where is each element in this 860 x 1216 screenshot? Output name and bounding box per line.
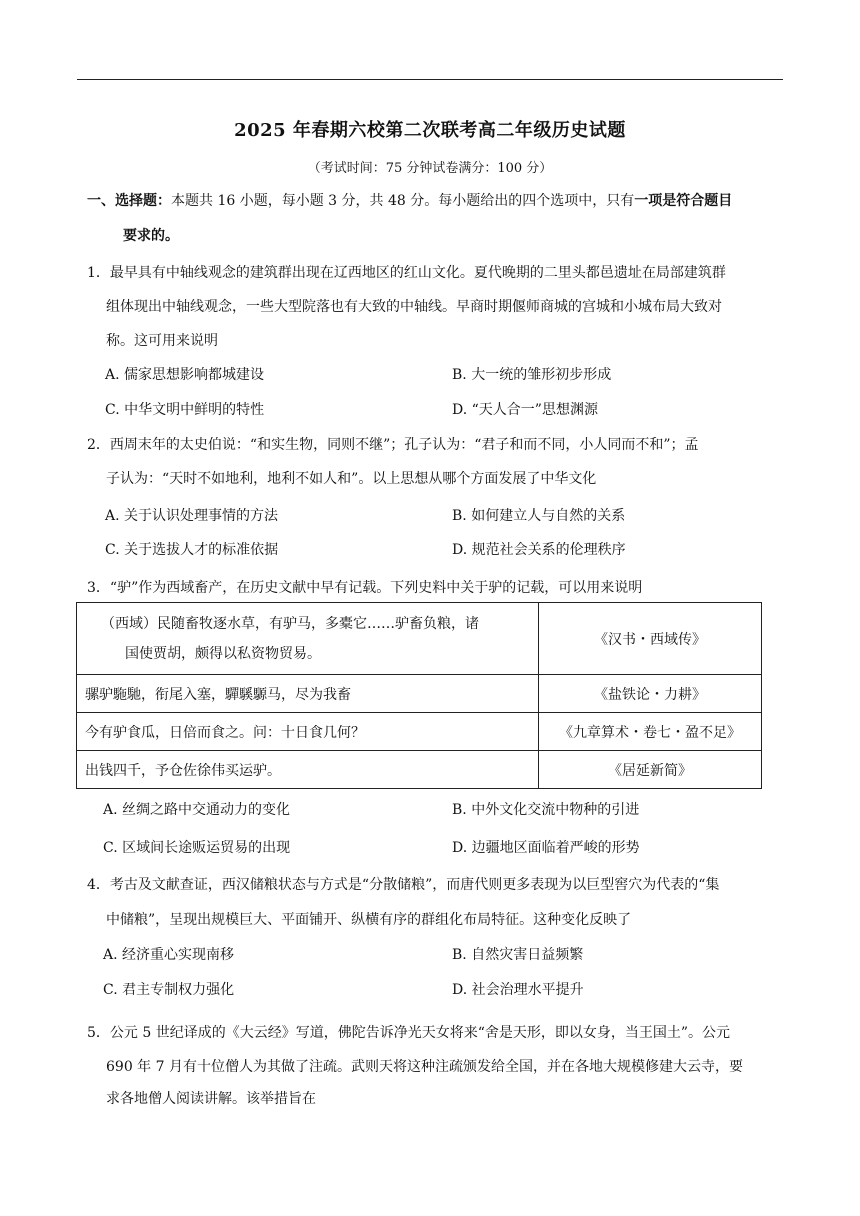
- section-emphasis: 一项是符合题目: [634, 193, 733, 209]
- q1-option-b[interactable]: B. 大一统的雏形初步形成: [452, 367, 612, 383]
- q2-option-a[interactable]: A. 关于认识处理事情的方法: [105, 508, 279, 524]
- table-row: [77, 675, 762, 713]
- table-row: [77, 603, 762, 675]
- table-cell-text: （西域）民随畜牧逐水草，有驴马，多橐它……驴畜负粮，诸 国使贾胡，颇得以私资物贸易。: [77, 603, 539, 675]
- page-title: 2025 年春期六校第二次联考高二年级历史试题: [234, 120, 626, 141]
- q4-option-c[interactable]: C. 君主专制权力强化: [103, 982, 235, 998]
- q4-option-d[interactable]: D. 社会治理水平提升: [452, 982, 584, 998]
- q2-line-2: 子认为：“天时不如地利，地利不如人和”。以上思想从哪个方面发展了中华文化: [106, 471, 597, 487]
- table-cell-text: 今有驴食瓜，日倍而食之。问：十日食几何？: [77, 713, 539, 751]
- table-cell-source: 《盐铁论・力耕》: [539, 675, 762, 713]
- q5-line-1: 5．公元 5 世纪译成的《大云经》写道，佛陀告诉净光天女将来“舍是天形，即以女身，当王国土”。公元: [87, 1025, 731, 1041]
- q3-option-b[interactable]: B. 中外文化交流中物种的引进: [452, 802, 640, 818]
- table-row: [77, 751, 762, 789]
- q2-option-b[interactable]: B. 如何建立人与自然的关系: [452, 508, 626, 524]
- section-heading-cont: 要求的。: [123, 228, 179, 244]
- q3-option-c[interactable]: C. 区域间长途贩运贸易的出现: [103, 840, 291, 856]
- page-subtitle: （考试时间：75 分钟试卷满分：100 分）: [307, 161, 553, 176]
- q4-option-a[interactable]: A. 经济重心实现南移: [103, 947, 235, 963]
- q1-option-a[interactable]: A. 儒家思想影响都城建设: [105, 367, 265, 383]
- table-cell-text: 骡驴駞馳，衔尾入塞，驒騱騵马，尽为我畜: [77, 675, 539, 713]
- q4-option-b[interactable]: B. 自然灾害日益频繁: [452, 947, 584, 963]
- section-label: 一、选择题：: [87, 193, 171, 209]
- section-heading: [87, 190, 732, 210]
- q1-line-3: 称。这可用来说明: [106, 333, 218, 349]
- table-cell-source: 《汉书・西域传》: [539, 603, 762, 675]
- section-text: 本题共 16 小题，每小题 3 分，共 48 分。每小题给出的四个选项中，只有: [171, 193, 635, 209]
- q4-line-2: 中储粮”，呈现出规模巨大、平面铺开、纵横有序的群组化布局特征。这种变化反映了: [106, 912, 632, 928]
- q4-line-1: 4．考古及文献查证，西汉储粮状态与方式是“分散储粮”，而唐代则更多表现为以巨型窖穴为代表的“集: [87, 877, 720, 893]
- q2-option-d[interactable]: D. 规范社会关系的伦理秩序: [452, 542, 626, 558]
- q2-line-1: 2．西周末年的太史伯说：“和实生物，同则不继”；孔子认为：“君子和而不同，小人同而不和”；孟: [87, 437, 699, 453]
- q1-line-2: 组体现出中轴线观念，一些大型院落也有大致的中轴线。早商时期偃师商城的宫城和小城布局大致对: [106, 299, 722, 315]
- q1-option-d[interactable]: D. “天人合一”思想渊源: [452, 402, 598, 418]
- q1-option-c[interactable]: C. 中华文明中鲜明的特性: [105, 402, 265, 418]
- q5-line-3: 求各地僧人阅读讲解。该举措旨在: [106, 1091, 316, 1107]
- table-cell-text: 出钱四千，予仓佐徐伟买运驴。: [77, 751, 539, 789]
- q3-line-1: 3．“驴”作为西域畜产，在历史文献中早有记载。下列史料中关于驴的记载，可以用来说明: [87, 580, 643, 596]
- table-row: [77, 713, 762, 751]
- q2-option-c[interactable]: C. 关于选拔人才的标准依据: [105, 542, 279, 558]
- header-rule: [77, 79, 783, 80]
- q1-line-1: 1．最早具有中轴线观念的建筑群出现在辽西地区的红山文化。夏代晚期的二里头都邑遗址在局部建筑群: [87, 265, 726, 281]
- table-cell-source: 《居延新简》: [539, 751, 762, 789]
- q3-option-d[interactable]: D. 边疆地区面临着严峻的形势: [452, 840, 640, 856]
- table-cell-source: 《九章算术・卷七・盈不足》: [539, 713, 762, 751]
- source-table: [76, 602, 762, 789]
- q5-line-2: 690 年 7 月有十位僧人为其做了注疏。武则天将这种注疏颁发给全国，并在各地大规模修建大云寺，要: [106, 1059, 743, 1075]
- q3-option-a[interactable]: A. 丝绸之路中交通动力的变化: [103, 802, 291, 818]
